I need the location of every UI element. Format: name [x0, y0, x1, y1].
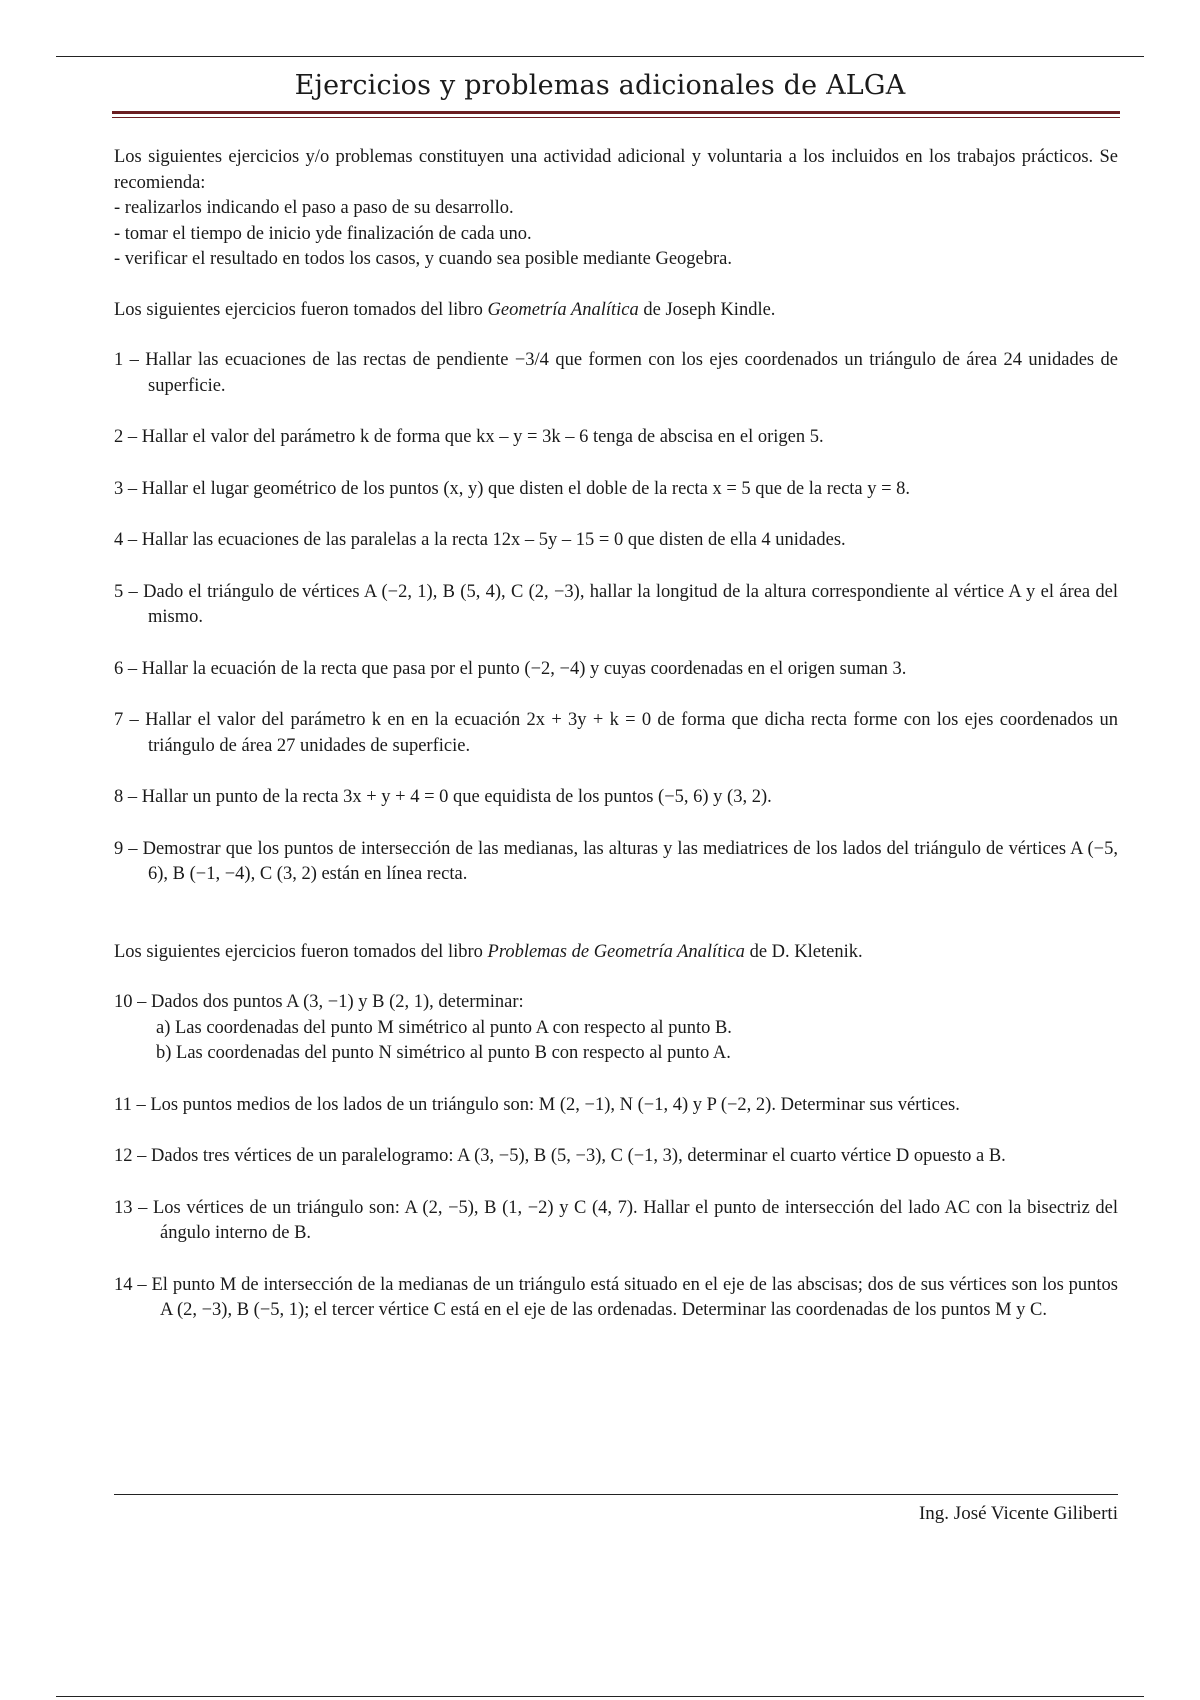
- exercise-13: 13 – Los vértices de un triángulo son: A (2, −5), B (1, −2) y C (4, 7). Hallar el punto de intersección del lado AC con la bisectriz del ángulo interno de B.: [114, 1197, 1118, 1243]
- title-underline-thin: [112, 117, 1120, 118]
- exercise-8: 8 – Hallar un punto de la recta 3x + y + 4 = 0 que equidista de los puntos (−5, 6) y (3, 2).: [114, 787, 772, 807]
- recommendation-item: - realizarlos indicando el paso a paso de su desarrollo.: [114, 198, 514, 218]
- exercise-10-item-a: a) Las coordenadas del punto M simétrico al punto A con respecto al punto B.: [156, 1017, 732, 1038]
- recommendation-item: - verificar el resultado en todos los casos, y cuando sea posible mediante Geogebra.: [114, 249, 732, 269]
- section1-book-title: Geometría Analítica: [487, 299, 639, 320]
- exercise-7: 7 – Hallar el valor del parámetro k en en la ecuación 2x + 3y + k = 0 de forma que dicha recta forme con los ejes coordenados un triángulo de área 27 unidades de superficie.: [114, 710, 1118, 756]
- intro-paragraph: Los siguientes ejercicios y/o problemas constituyen una actividad adicional y voluntaria a los incluidos en los trabajos prácticos. Se recomienda:: [114, 147, 1118, 193]
- exercise-14: 14 – El punto M de intersección de la medianas de un triángulo está situado en el eje de las abscisas; dos de sus vértices son los puntos A (2, −3), B (−5, 1); el tercer vértice C está en el eje de las ordenadas. Determinar las coordenadas de los puntos M y C.: [114, 1274, 1118, 1320]
- section2-intro: Los siguientes ejercicios fueron tomados del libro Problemas de Geometría Analítica de D. Kletenik.: [114, 941, 863, 962]
- exercise-1: 1 – Hallar las ecuaciones de las rectas de pendiente −3/4 que formen con los ejes coordenados un triángulo de área 24 unidades de superficie.: [114, 350, 1118, 396]
- document-body: [114, 145, 1118, 1324]
- exercise-10: 10 – Dados dos puntos A (3, −1) y B (2, 1), determinar:: [114, 992, 524, 1012]
- exercise-10-item-b: b) Las coordenadas del punto N simétrico al punto B con respecto al punto A.: [156, 1043, 731, 1063]
- document-title: Ejercicios y problemas adicionales de ALGA: [294, 70, 906, 101]
- exercise-11: 11 – Los puntos medios de los lados de un triángulo son: M (2, −1), N (−1, 4) y P (−2, 2). Determinar sus vértices.: [114, 1094, 960, 1115]
- footer-rule: [114, 1494, 1118, 1495]
- exercise-4: 4 – Hallar las ecuaciones de las paralelas a la recta 12x – 5y – 15 = 0 que disten de ella 4 unidades.: [114, 530, 846, 550]
- exercise-5: 5 – Dado el triángulo de vértices A (−2, 1), B (5, 4), C (2, −3), hallar la longitud de la altura correspondiente al vértice A y el área del mismo.: [114, 581, 1118, 627]
- recommendation-item: - tomar el tiempo de inicio yde finalización de cada uno.: [114, 223, 532, 244]
- exercise-6: 6 – Hallar la ecuación de la recta que pasa por el punto (−2, −4) y cuyas coordenadas en el origen suman 3.: [114, 658, 907, 679]
- top-rule: [56, 56, 1144, 57]
- exercise-9: 9 – Demostrar que los puntos de intersección de las medianas, las alturas y las mediatrices de los lados del triángulo de vértices A (−5, 6), B (−1, −4), C (3, 2) están en línea recta.: [114, 838, 1118, 884]
- exercise-3: 3 – Hallar el lugar geométrico de los puntos (x, y) que disten el doble de la recta x = 5 que de la recta y = 8.: [114, 478, 911, 499]
- page-bottom-rule: [56, 1696, 1144, 1697]
- author-signature: Ing. José Vicente Giliberti: [918, 1503, 1118, 1524]
- section2-book-title: Problemas de Geometría Analítica: [487, 941, 745, 962]
- exercise-2: 2 – Hallar el valor del parámetro k de forma que kx – y = 3k – 6 tenga de abscisa en el origen 5.: [114, 427, 824, 447]
- title-underline-thick: [112, 111, 1120, 114]
- section1-intro: Los siguientes ejercicios fueron tomados del libro Geometría Analítica de Joseph Kindle.: [114, 299, 776, 320]
- exercise-12: 12 – Dados tres vértices de un paralelogramo: A (3, −5), B (5, −3), C (−1, 3), determinar el cuarto vértice D opuesto a B.: [114, 1146, 1006, 1166]
